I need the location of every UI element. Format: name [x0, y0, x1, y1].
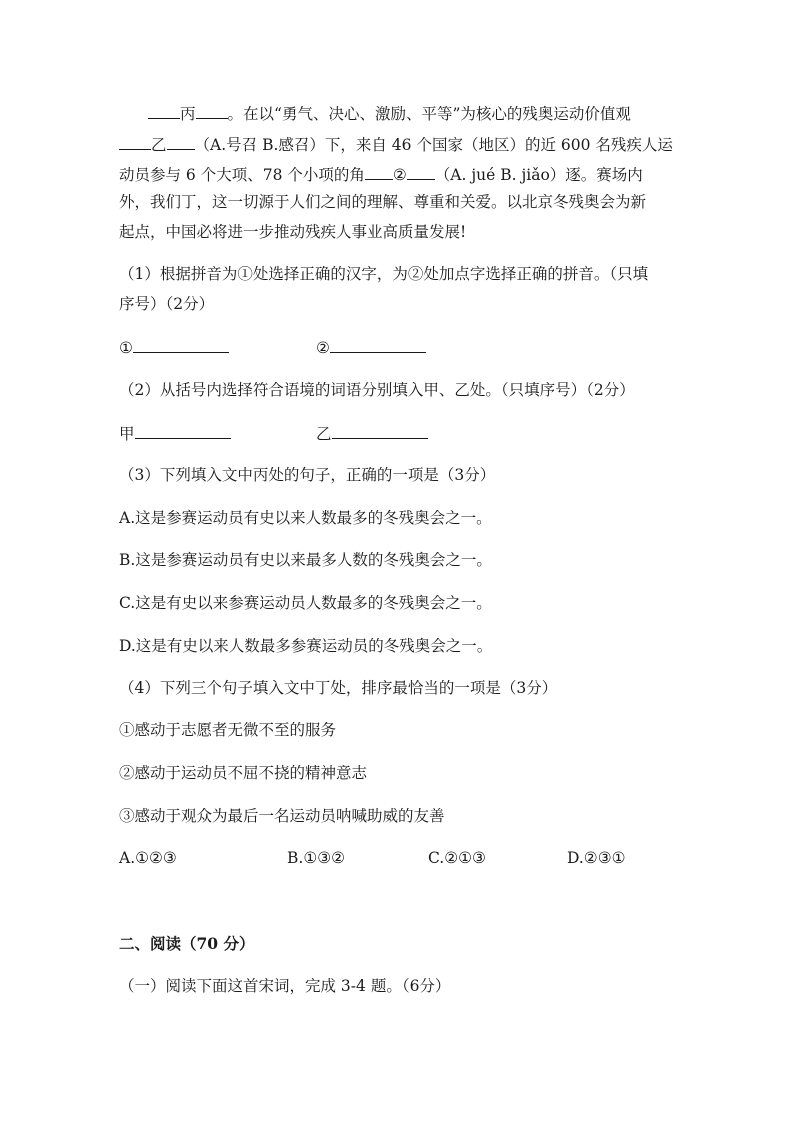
q1-answer-2: [316, 337, 426, 358]
passage-line-1: [148, 103, 631, 124]
blank[interactable]: [407, 164, 435, 180]
blank[interactable]: [167, 134, 195, 150]
q4-option-d[interactable]: D.②③①: [567, 849, 626, 867]
q3-option-b[interactable]: B.这是参赛运动员有史以来最多人数的冬残奥会之一。: [119, 551, 492, 569]
passage-text: 。在以“勇气、决心、激励、平等”为核心的残奥运动价值观: [227, 105, 631, 123]
q2-stem: （2）从括号内选择符合语境的词语分别填入甲、乙处。（只填序号）（2分）: [119, 381, 635, 399]
q3-option-c[interactable]: C.这是有史以来参赛运动员人数最多的冬残奥会之一。: [119, 594, 492, 612]
passage-circle-2: ②: [392, 166, 407, 184]
section-2-subheading: （一）阅读下面这首宋词，完成 3-4 题。（6分）: [119, 977, 451, 995]
q4-sentence-1: ①感动于志愿者无微不至的服务: [119, 721, 337, 739]
passage-text: 起点，中国必将进一步推动残疾人事业高质量发展!: [119, 223, 467, 241]
q2-answer-yi: [316, 423, 428, 444]
q1-stem-line-1: （1）根据拼音为①处选择正确的汉字，为②处加点字选择正确的拼音。（只填: [119, 265, 649, 283]
passage-text: （A.号召 B.感召）下，来自 46 个国家（地区）的近 600 名残疾人运: [194, 136, 673, 154]
answer-blank[interactable]: [133, 337, 229, 353]
blank[interactable]: [148, 103, 180, 119]
q4-option-b[interactable]: B.①③②: [287, 849, 346, 867]
passage-text: 动员参与 6 个大项、78 个小项的角: [119, 166, 365, 184]
answer-blank[interactable]: [135, 423, 231, 439]
q4-stem: （4）下列三个句子填入文中丁处，排序最恰当的一项是（3分）: [119, 679, 558, 697]
answer-label: 乙: [316, 425, 332, 443]
section-2-heading: 二、阅读（70 分）: [119, 934, 255, 953]
q3-option-a[interactable]: A.这是参赛运动员有史以来人数最多的冬残奥会之一。: [119, 509, 492, 527]
q1-answer-1: [119, 337, 229, 358]
q3-stem: （3）下列填入文中丙处的句子，正确的一项是（3分）: [119, 466, 496, 484]
passage-line-2: [119, 134, 673, 155]
blank[interactable]: [365, 164, 393, 180]
q1-stem-line-2: 序号）（2分）: [119, 295, 215, 313]
blank[interactable]: [196, 103, 228, 119]
passage-line-3: [119, 164, 643, 185]
passage-text: 外，我们丁，这一切源于人们之间的理解、尊重和关爱。以北京冬残奥会为新: [119, 193, 647, 211]
passage-label-yi: 乙: [151, 136, 167, 154]
q2-answer-jia: [119, 423, 231, 444]
passage-label-bing: 丙: [180, 105, 196, 123]
answer-blank[interactable]: [330, 337, 426, 353]
answer-label: ②: [316, 339, 330, 357]
q4-option-a[interactable]: A.①②③: [119, 849, 177, 867]
q4-sentence-2: ②感动于运动员不屈不挠的精神意志: [119, 764, 368, 782]
passage-line-4: [119, 192, 646, 212]
answer-label: ①: [119, 339, 133, 357]
q3-option-d[interactable]: D.这是有史以来人数最多参赛运动员的冬残奥会之一。: [119, 637, 493, 655]
passage-text: （A. jué B. jiǎo）逐。赛场内: [434, 166, 643, 184]
passage-line-5: [119, 222, 466, 242]
q4-sentence-3: ③感动于观众为最后一名运动员呐喊助威的友善: [119, 807, 445, 825]
answer-label: 甲: [119, 425, 135, 443]
answer-blank[interactable]: [332, 423, 428, 439]
q4-option-c[interactable]: C.②①③: [428, 849, 486, 867]
blank[interactable]: [119, 134, 151, 150]
